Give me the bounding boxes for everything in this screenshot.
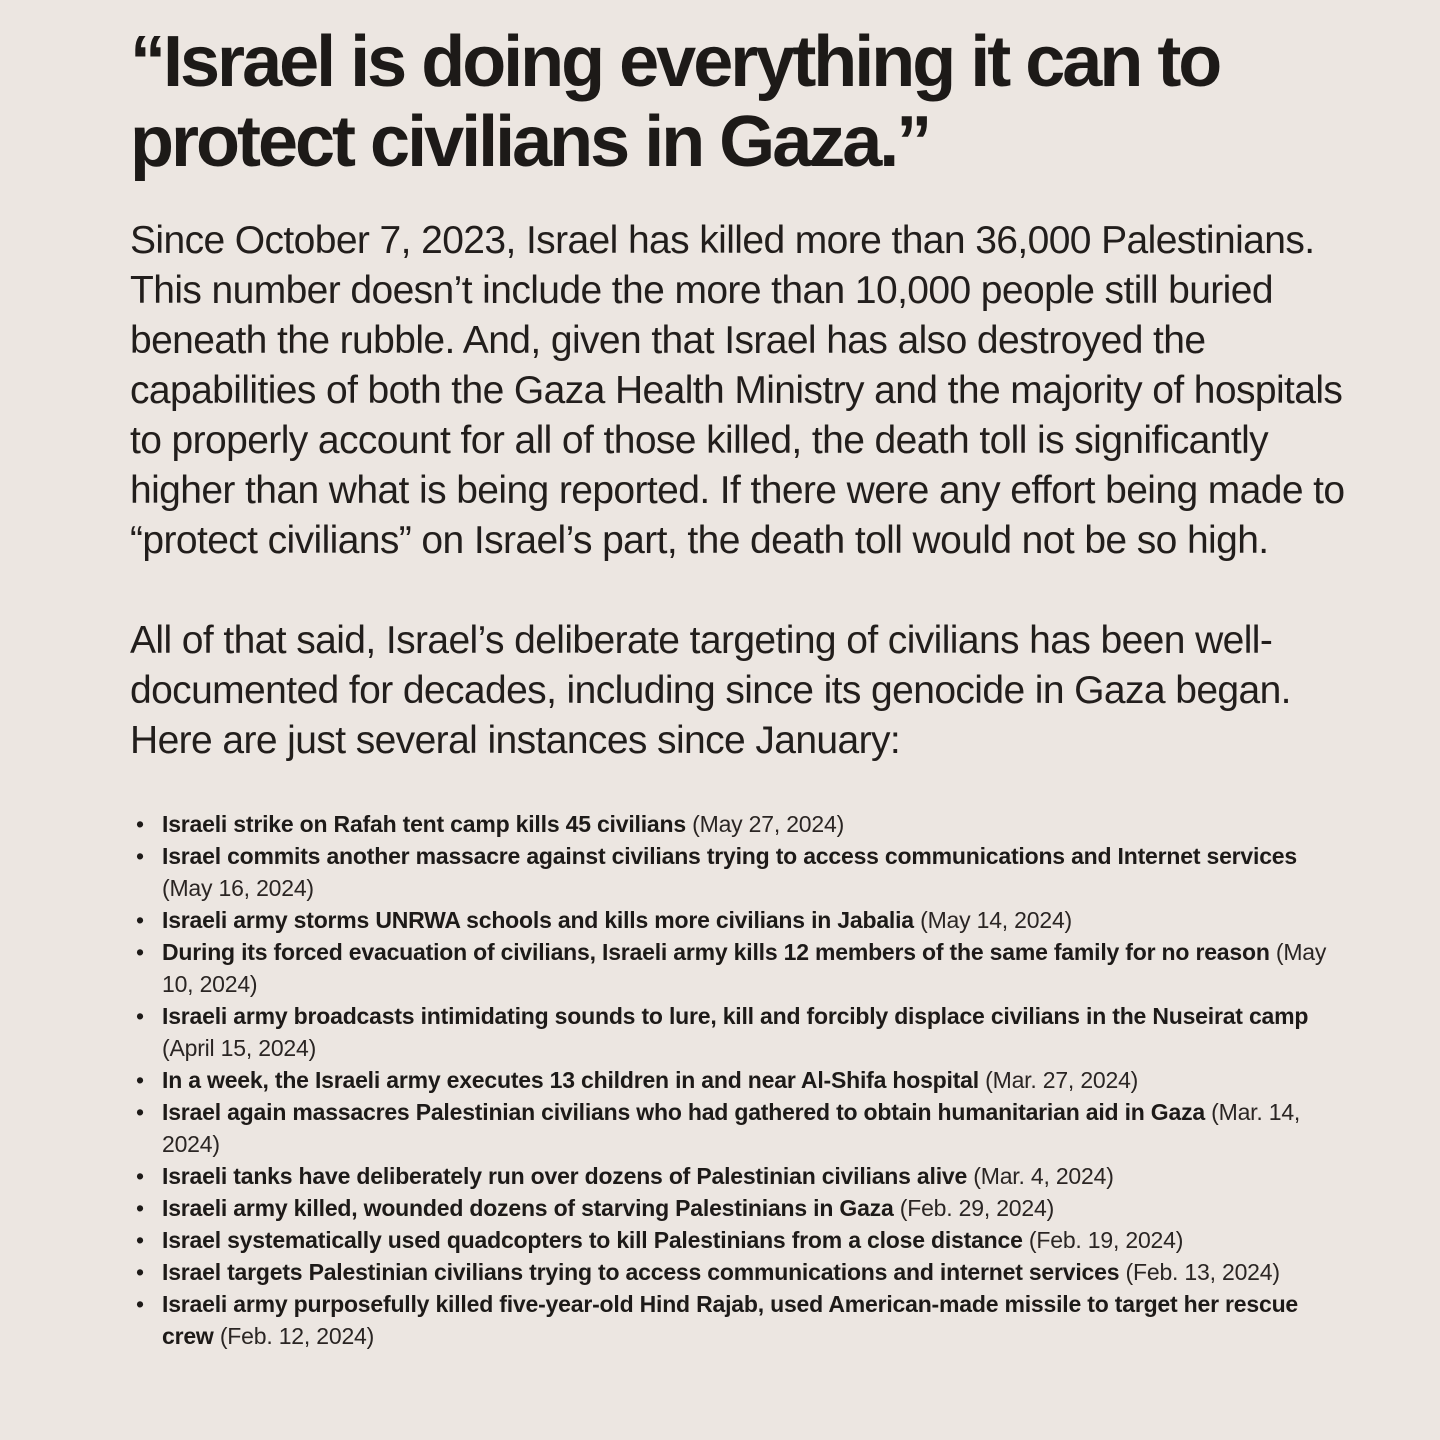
bullet-icon: •: [136, 939, 144, 965]
instance-headline: Israeli tanks have deliberately run over dozens of Palestinian civilians alive: [162, 1163, 968, 1189]
list-item: [130, 1224, 1350, 1256]
instance-date: (Mar. 14, 2024): [162, 1099, 1301, 1157]
list-item: [130, 1096, 1350, 1160]
instance-date: (Mar. 4, 2024): [973, 1163, 1114, 1189]
instance-date: (Feb. 29, 2024): [899, 1195, 1055, 1221]
instance-headline: Israeli army broadcasts intimidating sounds to lure, kill and forcibly displace civilians in the Nuseirat camp: [162, 1003, 1309, 1029]
bullet-icon: •: [136, 811, 144, 837]
list-item: [130, 1000, 1350, 1064]
instance-headline: Israel commits another massacre against civilians trying to access communications and Internet services: [162, 843, 1297, 869]
instance-headline: Israeli strike on Rafah tent camp kills 45 civilians: [162, 811, 686, 837]
instance-headline: Israel again massacres Palestinian civilians who had gathered to obtain humanitarian aid in Gaza: [162, 1099, 1205, 1125]
instance-headline: During its forced evacuation of civilians, Israeli army kills 12 members of the same family for no reason: [162, 939, 1270, 965]
list-item: [130, 840, 1350, 904]
instance-date: (April 15, 2024): [162, 1035, 317, 1061]
instance-headline: Israel targets Palestinian civilians trying to access communications and internet services: [162, 1259, 1120, 1285]
instance-headline: Israeli army purposefully killed five-year-old Hind Rajab, used American-made missile to target her rescue crew: [162, 1291, 1299, 1349]
instance-date: (May 27, 2024): [692, 811, 845, 837]
list-item: [130, 1192, 1350, 1224]
list-item: [130, 1064, 1350, 1096]
bullet-icon: •: [136, 1195, 144, 1221]
list-item: [130, 904, 1350, 936]
bullet-icon: •: [136, 907, 144, 933]
instances-list: [130, 808, 1350, 1352]
instance-date: (May 10, 2024): [162, 939, 1327, 997]
instances-intro-paragraph: All of that said, Israel’s deliberate targeting of civilians has been well-documented for decades, including since its genocide in Gaza began. Here are just several instances since January:: [130, 619, 1291, 762]
list-item: [130, 1288, 1350, 1352]
instance-date: (Feb. 19, 2024): [1028, 1227, 1184, 1253]
document-page: [130, 22, 1350, 1352]
list-item: [130, 808, 1350, 840]
instance-date: (Feb. 13, 2024): [1125, 1259, 1280, 1285]
bullet-icon: •: [136, 1227, 144, 1253]
instance-headline: In a week, the Israeli army executes 13 children in and near Al-Shifa hospital: [162, 1067, 979, 1093]
bullet-icon: •: [136, 1163, 144, 1189]
bullet-icon: •: [136, 843, 144, 869]
instance-date: (May 14, 2024): [920, 907, 1072, 933]
list-item: [130, 1160, 1350, 1192]
bullet-icon: •: [136, 1003, 144, 1029]
instance-headline: Israeli army storms UNRWA schools and kills more civilians in Jabalia: [162, 907, 914, 933]
instance-headline: Israel systematically used quadcopters to kill Palestinians from a close distance: [162, 1227, 1023, 1253]
instance-date: (Feb. 12, 2024): [219, 1323, 375, 1349]
list-item: [130, 1256, 1350, 1288]
bullet-icon: •: [136, 1259, 144, 1285]
instance-headline: Israeli army killed, wounded dozens of starving Palestinians in Gaza: [162, 1195, 894, 1221]
bullet-icon: •: [136, 1099, 144, 1125]
bullet-icon: •: [136, 1291, 144, 1317]
instance-date: (Mar. 27, 2024): [985, 1067, 1139, 1093]
list-item: [130, 936, 1350, 1000]
bullet-icon: •: [136, 1067, 144, 1093]
page-title: “Israel is doing everything it can to protect civilians in Gaza.”: [130, 22, 1220, 182]
instance-date: (May 16, 2024): [162, 875, 314, 901]
intro-paragraph: Since October 7, 2023, Israel has killed more than 36,000 Palestinians. This number doesn’t include the more than 10,000 people still buried beneath the rubble. And, given that Israel has also destroyed the capabilities of both the Gaza Health Ministry and the majority of hospitals to properly account for all of those killed, the death toll is significantly higher than what is being reported. If there were any effort being made to “protect civilians” on Israel’s part, the death toll would not be so high.: [130, 219, 1345, 562]
